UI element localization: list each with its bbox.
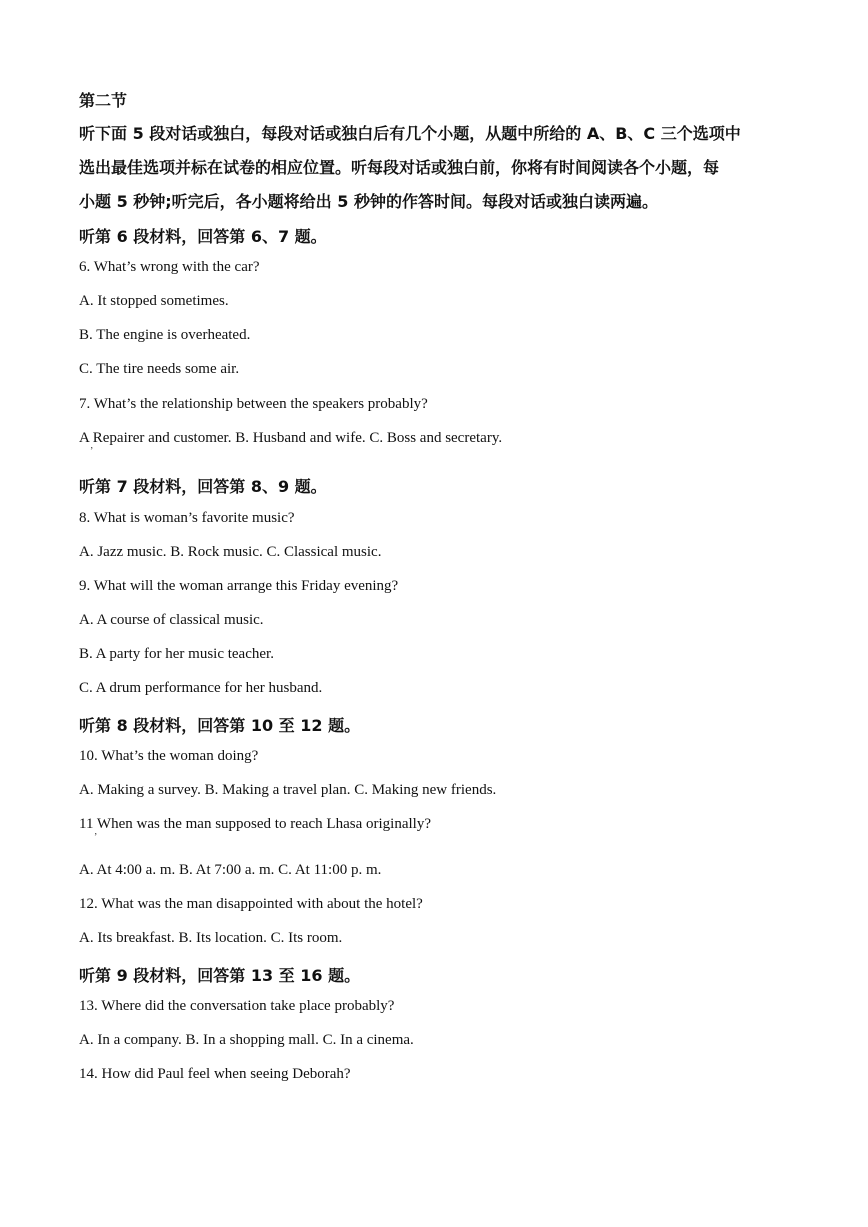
options-13: A. In a company. B. In a shopping mall. C. In a cinema. bbox=[79, 1032, 414, 1048]
options-7: A Repairer and customer. B. Husband and wife. C. Boss and secretary. bbox=[79, 430, 503, 446]
question-11: 11 When was the man supposed to reach Lhasa originally? bbox=[79, 816, 431, 832]
section-title: 第二节 bbox=[79, 91, 128, 110]
stray-mark: ’ bbox=[94, 832, 98, 843]
question-7: 7. What’s the relationship between the speakers probably? bbox=[79, 396, 428, 412]
option-6c: C. The tire needs some air. bbox=[79, 361, 240, 377]
intro-line-1: 听下面 5 段对话或独白，每段对话或独白后有几个小题，从题中所给的 A、B、C 三个选项中 bbox=[79, 124, 741, 143]
question-12: 12. What was the man disappointed with about the hotel? bbox=[79, 896, 423, 912]
options-12: A. Its breakfast. B. Its location. C. Its room. bbox=[79, 930, 343, 946]
question-13: 13. Where did the conversation take place probably? bbox=[79, 998, 395, 1014]
option-9a: A. A course of classical music. bbox=[79, 612, 264, 628]
question-14: 14. How did Paul feel when seeing Deborah? bbox=[79, 1066, 351, 1082]
section-header-8: 听第 8 段材料，回答第 10 至 12 题。 bbox=[79, 716, 361, 735]
options-8: A. Jazz music. B. Rock music. C. Classical music. bbox=[79, 544, 382, 560]
options-11: A. At 4:00 a. m. B. At 7:00 a. m. C. At 11:00 p. m. bbox=[79, 862, 382, 878]
section-header-6: 听第 6 段材料，回答第 6、7 题。 bbox=[79, 227, 327, 246]
options-10: A. Making a survey. B. Making a travel plan. C. Making new friends. bbox=[79, 782, 497, 798]
option-6b: B. The engine is overheated. bbox=[79, 327, 251, 343]
intro-line-2: 选出最佳选项并标在试卷的相应位置。听每段对话或独白前，你将有时间阅读各个小题，每 bbox=[79, 158, 720, 177]
section-header-7: 听第 7 段材料，回答第 8、9 题。 bbox=[79, 477, 327, 496]
option-9b: B. A party for her music teacher. bbox=[79, 646, 274, 662]
option-6a: A. It stopped sometimes. bbox=[79, 293, 229, 309]
stray-mark: ’ bbox=[90, 446, 94, 457]
section-header-9: 听第 9 段材料，回答第 13 至 16 题。 bbox=[79, 966, 361, 985]
intro-line-3: 小题 5 秒钟;听完后，各小题将给出 5 秒钟的作答时间。每段对话或独白读两遍。 bbox=[79, 192, 658, 211]
question-6: 6. What’s wrong with the car? bbox=[79, 259, 260, 275]
question-9: 9. What will the woman arrange this Friday evening? bbox=[79, 578, 399, 594]
question-8: 8. What is woman’s favorite music? bbox=[79, 510, 295, 526]
question-10: 10. What’s the woman doing? bbox=[79, 748, 259, 764]
option-9c: C. A drum performance for her husband. bbox=[79, 680, 323, 696]
